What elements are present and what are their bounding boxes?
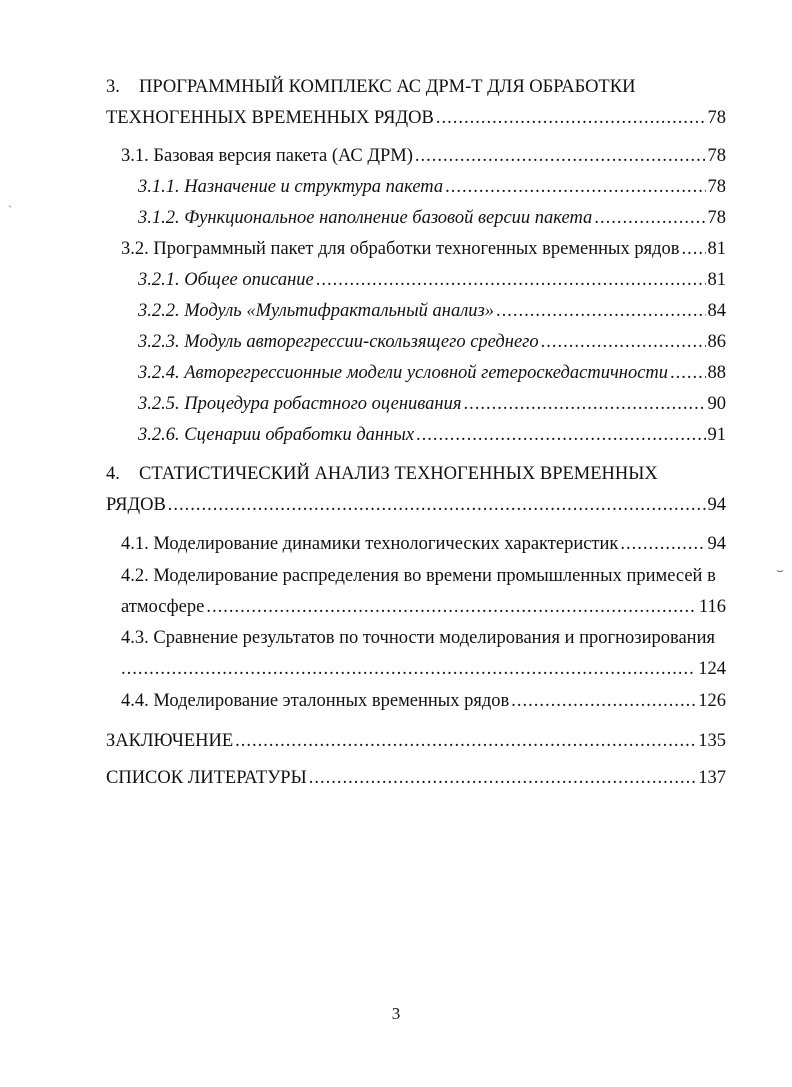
toc-entry-3-2-1[interactable]	[138, 267, 726, 293]
leader-dots	[620, 531, 705, 557]
toc-chapter-4-title	[106, 461, 658, 487]
page-ref: 94	[707, 534, 726, 554]
entry-title: 3.2. Программный пакет для обработки техногенных временных рядов	[121, 239, 680, 259]
chapter-title-line2: ТЕХНОГЕННЫХ ВРЕМЕННЫХ РЯДОВ	[106, 108, 434, 128]
leader-dots	[541, 329, 706, 355]
page-ref: 94	[707, 495, 726, 515]
leader-dots	[416, 422, 705, 448]
leader-dots	[415, 143, 706, 169]
toc-entry-3-1[interactable]	[121, 143, 726, 169]
page-ref: 78	[707, 146, 726, 166]
scan-speck: ⌣	[776, 563, 784, 577]
toc-entry-4-2[interactable]	[121, 594, 726, 620]
page-ref: 135	[698, 731, 726, 751]
page-ref: 78	[707, 177, 726, 197]
leader-dots	[682, 236, 706, 262]
toc-entry-chapter-3[interactable]	[106, 105, 726, 131]
toc-entry-4-4[interactable]	[121, 688, 726, 714]
leader-dots	[445, 174, 705, 200]
leader-dots	[206, 594, 697, 620]
page-ref: 78	[707, 208, 726, 228]
toc-entry-4-1[interactable]	[121, 531, 726, 557]
toc-entry-4-3-line1: 4.3. Сравнение результатов по точности моделирования и прогнозирования	[121, 628, 715, 648]
toc-entry-chapter-4[interactable]	[106, 492, 726, 518]
entry-title: 3.2.5. Процедура робастного оценивания	[138, 394, 462, 414]
toc-entry-references[interactable]	[106, 765, 726, 791]
toc-entry-4-3[interactable]	[121, 656, 726, 682]
entry-title: 3.2.1. Общее описание	[138, 270, 314, 290]
entry-title: 4.1. Моделирование динамики технологических характеристик	[121, 534, 619, 554]
chapter-number: 4.	[106, 464, 120, 484]
page-ref: 126	[698, 691, 726, 711]
entry-title-line2: атмосфере	[121, 597, 205, 617]
entry-title: 4.4. Моделирование эталонных временных рядов	[121, 691, 510, 711]
entry-title: СПИСОК ЛИТЕРАТУРЫ	[106, 768, 307, 788]
page-ref: 81	[707, 270, 726, 290]
entry-title: ЗАКЛЮЧЕНИЕ	[106, 731, 234, 751]
toc-entry-conclusion[interactable]	[106, 728, 726, 754]
leader-dots	[121, 656, 696, 682]
page-ref: 124	[698, 659, 726, 679]
entry-title: 3.1.1. Назначение и структура пакета	[138, 177, 444, 197]
leader-dots	[670, 360, 705, 386]
toc-entry-3-2-6[interactable]	[138, 422, 726, 448]
page-ref: 116	[698, 597, 726, 617]
scan-speck: `	[8, 203, 12, 217]
entry-title: 3.2.4. Авторегрессионные модели условной гетероскедастичности	[138, 363, 669, 383]
leader-dots	[309, 765, 697, 791]
page-ref: 84	[707, 301, 726, 321]
entry-title: 3.1. Базовая версия пакета (АС ДРМ)	[121, 146, 413, 166]
page-ref: 88	[707, 363, 726, 383]
page-ref: 86	[707, 332, 726, 352]
leader-dots	[168, 492, 706, 518]
page-ref: 81	[707, 239, 726, 259]
leader-dots	[316, 267, 706, 293]
page-ref: 137	[698, 768, 726, 788]
leader-dots	[235, 728, 696, 754]
toc-entry-3-2-4[interactable]	[138, 360, 726, 386]
toc-entry-3-2-2[interactable]	[138, 298, 726, 324]
page-ref: 90	[707, 394, 726, 414]
leader-dots	[436, 105, 706, 131]
chapter-number: 3.	[106, 77, 120, 97]
entry-title: 3.2.3. Модуль авторегрессии-скользящего среднего	[138, 332, 539, 352]
toc-entry-3-2[interactable]	[121, 236, 726, 262]
chapter-title-line1: ПРОГРАММНЫЙ КОМПЛЕКС АС ДРМ-Т ДЛЯ ОБРАБОТКИ	[139, 77, 636, 97]
leader-dots	[463, 391, 705, 417]
leader-dots	[594, 205, 705, 231]
page-ref: 91	[707, 425, 726, 445]
toc-entry-3-1-2[interactable]	[138, 205, 726, 231]
entry-title: 3.2.2. Модуль «Мультифрактальный анализ»	[138, 301, 494, 321]
leader-dots	[511, 688, 696, 714]
toc-entry-3-1-1[interactable]	[138, 174, 726, 200]
toc-chapter-3-title	[106, 74, 635, 100]
toc-entry-4-2-line1: 4.2. Моделирование распределения во времени промышленных примесей в	[121, 566, 716, 586]
toc-entry-3-2-3[interactable]	[138, 329, 726, 355]
page-number: 3	[391, 1004, 401, 1023]
chapter-title-line1: СТАТИСТИЧЕСКИЙ АНАЛИЗ ТЕХНОГЕННЫХ ВРЕМЕННЫХ	[139, 464, 658, 484]
toc-entry-3-2-5[interactable]	[138, 391, 726, 417]
leader-dots	[496, 298, 706, 324]
page-ref: 78	[707, 108, 726, 128]
chapter-title-line2: РЯДОВ	[106, 495, 166, 515]
entry-title: 3.1.2. Функциональное наполнение базовой версии пакета	[138, 208, 593, 228]
entry-title: 3.2.6. Сценарии обработки данных	[138, 425, 415, 445]
